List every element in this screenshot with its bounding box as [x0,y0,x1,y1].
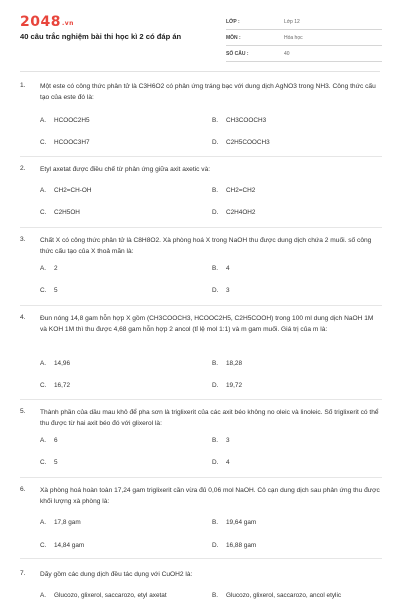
option-text: HCOOC3H7 [54,139,90,146]
option-letter: B. [212,265,219,272]
question-text: Dãy gồm các dung dịch đều tác dụng với CuOH2 là: [40,571,193,578]
answer-option[interactable] [40,459,58,466]
answer-option[interactable] [40,265,58,272]
option-letter: C. [40,459,47,466]
question-divider [20,156,382,157]
answer-option[interactable] [40,519,81,526]
option-text: 2 [54,265,58,272]
option-text: CH3COOCH3 [226,117,267,124]
question-text: Một este có công thức phân tử là C3H6O2 có phản ứng tráng bạc với dung dịch AgNO3 trong NH3. Công thức cấu tạo của este đó là: [40,83,376,101]
option-letter: D. [212,542,219,549]
answer-option[interactable] [212,187,255,194]
document-title: 40 câu trắc nghiệm bài thi học kì 2 có đáp án [20,32,182,41]
question-divider [20,305,382,306]
option-letter: A. [40,360,47,367]
option-letter: C. [40,287,47,294]
answer-option[interactable] [212,519,256,526]
option-letter: B. [212,437,219,444]
answer-option[interactable] [40,117,90,124]
question-text: Etyl axetat được điều chế từ phản ứng giữa axit axetic và: [40,166,211,173]
option-text: CH2=CH-OH [54,187,92,194]
option-text: 14,84 gam [54,542,85,549]
question-number: 3. [20,236,26,243]
option-letter: D. [212,287,219,294]
option-text: 3 [226,437,230,444]
question-number: 1. [20,82,26,89]
question-divider [20,399,382,400]
option-letter: C. [40,382,47,389]
question-divider [20,227,382,228]
answer-option[interactable] [212,360,242,367]
option-letter: A. [40,592,47,599]
answer-option[interactable] [40,139,90,146]
meta-value: Hóa học [284,35,303,41]
answer-option[interactable] [212,459,230,466]
answer-option[interactable] [40,542,84,549]
meta-key: MÔN : [226,35,241,41]
option-text: 5 [54,459,58,466]
option-letter: B. [212,117,219,124]
question-number: 7. [20,570,26,577]
question-number: 4. [20,314,26,321]
question-number: 2. [20,165,26,172]
option-letter: A. [40,187,47,194]
option-letter: D. [212,209,219,216]
meta-value: Lớp 12 [284,19,300,25]
option-text: 6 [54,437,58,444]
meta-value: 40 [284,51,290,57]
option-text: Glucozo, glixerol, saccarozo, ancol etylic [226,592,342,599]
option-letter: B. [212,360,219,367]
answer-option[interactable] [40,287,58,294]
meta-key: SỐ CÂU : [226,51,249,57]
question-divider [20,558,382,559]
option-text: 16,88 gam [226,542,257,549]
logo-text: 2048 [20,14,61,30]
question-text: Chất X có công thức phân tử là C8H8O2. Xà phòng hoá X trong NaOH thu được dung dịch chứa 2 muối. số công thức cấu tạo của X thoả mãn là: [40,237,372,255]
meta-row-count [226,48,382,62]
option-text: 18,28 [226,360,242,367]
answer-option[interactable] [40,360,70,367]
option-text: C2H5OH [54,209,80,216]
question-divider [20,477,382,478]
question-text: Xà phòng hoá hoàn toàn 17,24 gam triglixerit cần vừa đủ 0,06 mol NaOH. Cô cạn dung dịch sau phản ứng thu được khối lượng xà phòng là: [40,487,380,505]
option-letter: C. [40,542,47,549]
option-letter: C. [40,209,47,216]
option-text: 3 [226,287,230,294]
document-meta [226,16,382,64]
question-number: 5. [20,408,26,415]
option-text: 19,64 gam [226,519,257,526]
answer-option[interactable] [212,437,230,444]
option-letter: B. [212,187,219,194]
question-text: Thành phần của dầu mau khô để pha sơn là triglixerit của các axit béo không no oleic và linoleic. Số triglixerit có thể thu được từ hai axit béo đó với glixerol là: [40,409,379,427]
answer-option[interactable] [40,209,80,216]
option-text: HCOOC2H5 [54,117,90,124]
answer-option[interactable] [212,382,242,389]
meta-key: LỚP : [226,19,240,25]
option-text: C2H4OH2 [226,209,256,216]
option-letter: D. [212,139,219,146]
option-letter: A. [40,117,47,124]
answer-option[interactable] [212,542,256,549]
answer-option[interactable] [212,592,341,599]
option-letter: B. [212,519,219,526]
option-text: Glucozo, glixerol, saccarozo, etyl axetat [54,592,167,599]
meta-row-class [226,16,382,30]
option-letter: A. [40,437,47,444]
question-text: Đun nóng 14,8 gam hỗn hợp X gồm (CH3COOCH3, HCOOC2H5, C2H5COOH) trong 100 ml dung dịch NaOH 1M và KOH 1M thì thu được 4,68 gam hỗn hợp 2 ancol (tỉ lệ mol 1:1) và m gam muối. Giá trị của m là: [40,315,374,333]
option-text: 16,72 [54,382,70,389]
option-letter: D. [212,382,219,389]
answer-option[interactable] [40,382,70,389]
option-letter: A. [40,519,47,526]
header-divider [20,71,380,72]
answer-option[interactable] [212,139,270,146]
answer-option[interactable] [40,437,58,444]
answer-option[interactable] [212,287,230,294]
answer-option[interactable] [212,117,266,124]
answer-option[interactable] [212,209,255,216]
option-letter: A. [40,265,47,272]
option-letter: C. [40,139,47,146]
option-text: C2H5COOCH3 [226,139,270,146]
document-header [0,0,400,62]
option-text: 19,72 [226,382,242,389]
logo-suffix: .vn [61,20,74,27]
option-letter: B. [212,592,219,599]
option-text: 14,96 [54,360,70,367]
answer-option[interactable] [212,265,230,272]
option-text: 4 [226,265,230,272]
option-text: 4 [226,459,230,466]
question-number: 6. [20,486,26,493]
meta-row-subject [226,32,382,46]
option-text: 17,8 gam [54,519,81,526]
option-text: CH2=CH2 [226,187,256,194]
option-letter: D. [212,459,219,466]
answer-option[interactable] [40,187,91,194]
answer-option[interactable] [40,592,167,599]
site-logo[interactable] [20,14,74,30]
option-text: 5 [54,287,58,294]
